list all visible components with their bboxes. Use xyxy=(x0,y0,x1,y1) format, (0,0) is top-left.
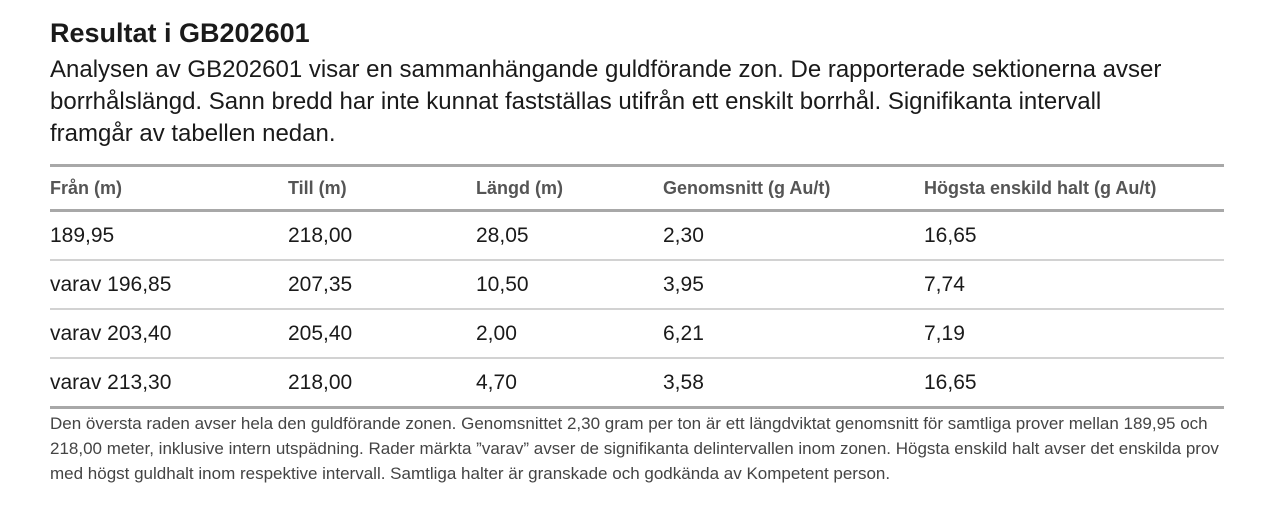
intro-paragraph: Analysen av GB202601 visar en sammanhängande guldförande zon. De rapporterade sektionerna avser borrhålslängd. Sann bredd har inte kunnat fastställas utifrån ett enskilt borrhål. Signifikanta intervall framgår av tabellen nedan. xyxy=(50,56,1162,147)
table-row xyxy=(50,358,1224,408)
cell-length: 4,70 xyxy=(476,370,517,394)
cell-average: 3,58 xyxy=(663,370,704,394)
header-max-grade: Högsta enskild halt (g Au/t) xyxy=(924,177,1157,198)
cell-from: varav 213,30 xyxy=(50,370,172,394)
cell-max-grade: 16,65 xyxy=(924,370,977,394)
table-row xyxy=(50,211,1224,261)
cell-average: 3,95 xyxy=(663,272,704,296)
header-length: Längd (m) xyxy=(476,177,563,198)
cell-average: 6,21 xyxy=(663,321,704,345)
cell-max-grade: 7,74 xyxy=(924,272,965,296)
header-average: Genomsnitt (g Au/t) xyxy=(663,177,831,198)
cell-to: 205,40 xyxy=(288,321,353,345)
results-table xyxy=(50,164,1224,409)
cell-max-grade: 7,19 xyxy=(924,321,965,345)
table-row xyxy=(50,309,1224,358)
cell-length: 10,50 xyxy=(476,272,529,296)
cell-from: 189,95 xyxy=(50,223,115,247)
table-row xyxy=(50,260,1224,309)
header-to: Till (m) xyxy=(288,177,347,198)
cell-to: 218,00 xyxy=(288,223,353,247)
header-from: Från (m) xyxy=(50,177,122,198)
header-row xyxy=(50,166,1224,211)
cell-length: 2,00 xyxy=(476,321,517,345)
cell-max-grade: 16,65 xyxy=(924,223,977,247)
cell-from: varav 203,40 xyxy=(50,321,172,345)
page-title: Resultat i GB202601 xyxy=(50,18,310,48)
table-header xyxy=(50,166,1224,211)
cell-to: 207,35 xyxy=(288,272,353,296)
cell-to: 218,00 xyxy=(288,370,353,394)
cell-from: varav 196,85 xyxy=(50,272,172,296)
table-footnote: Den översta raden avser hela den guldförande zonen. Genomsnittet 2,30 gram per ton är ett längdviktat genomsnitt för samtliga prover mellan 189,95 och 218,00 meter, inklusive intern utspädning. Rader märkta ”varav” avser de signifikanta delintervallen inom zonen. Högsta enskild halt avser det enskilda prov med högst guldhalt inom respektive intervall. Samtliga halter är granskade och godkända av Kompetent person. xyxy=(50,414,1219,483)
cell-average: 2,30 xyxy=(663,223,704,247)
table-body xyxy=(50,211,1224,408)
cell-length: 28,05 xyxy=(476,223,529,247)
